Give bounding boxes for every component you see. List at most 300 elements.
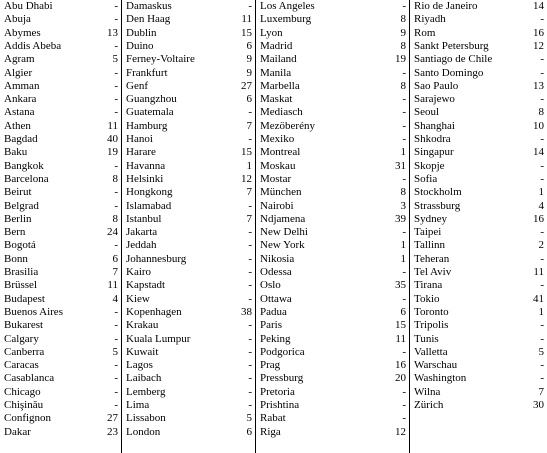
city-value: 6	[400, 305, 406, 318]
table-row	[410, 306, 547, 319]
city-value: 6	[112, 252, 118, 265]
city-value: -	[114, 239, 118, 252]
city-name: Tel Aviv	[414, 266, 452, 278]
city-name: Toronto	[414, 305, 449, 318]
table-row	[410, 146, 547, 159]
city-name: Wilna	[414, 385, 441, 398]
city-name: Bukarest	[4, 319, 44, 332]
city-name: Zürich	[414, 399, 444, 411]
table-row	[410, 346, 547, 359]
city-name: Sydney	[414, 212, 447, 225]
city-value: 9	[400, 26, 406, 39]
city-value: -	[402, 412, 406, 425]
city-name: Rom	[414, 26, 436, 39]
city-value: 8	[112, 172, 118, 185]
table-row	[122, 412, 255, 425]
city-value: 13	[107, 26, 118, 39]
city-value: -	[402, 399, 406, 411]
city-name: Caracas	[4, 359, 39, 372]
city-value: 11	[533, 266, 544, 278]
table-row	[256, 120, 409, 133]
table-row	[256, 40, 409, 53]
table-row	[256, 80, 409, 93]
city-value: -	[402, 119, 406, 132]
table-row	[410, 399, 547, 412]
city-value: 7	[246, 212, 252, 225]
city-name: Nikosia	[260, 252, 295, 265]
table-row	[410, 319, 547, 332]
city-name: Belgrad	[4, 199, 39, 212]
city-name: Peking	[260, 332, 291, 345]
table-row	[410, 372, 547, 385]
table-row	[122, 186, 255, 199]
column-divider	[409, 0, 410, 453]
city-value: 40	[107, 133, 118, 145]
table-row	[0, 372, 121, 385]
city-value: -	[248, 266, 252, 278]
city-name: Lima	[126, 399, 150, 411]
table-row	[256, 279, 409, 292]
city-value: -	[402, 93, 406, 106]
table-row	[0, 67, 121, 80]
city-name: Dakar	[4, 425, 31, 438]
city-value: -	[402, 133, 406, 145]
city-name: Kopenhagen	[126, 305, 182, 318]
city-name: Kapstadt	[126, 279, 166, 292]
city-name: Hongkong	[126, 186, 173, 199]
city-name: Tokio	[414, 292, 440, 305]
city-value: 12	[533, 39, 544, 52]
city-value: 9	[246, 53, 252, 66]
table-row	[122, 266, 255, 279]
city-name: New Delhi	[260, 226, 308, 239]
city-name: Mezöberény	[260, 119, 315, 132]
table-row	[0, 200, 121, 213]
table-row	[122, 106, 255, 119]
city-value: -	[114, 159, 118, 172]
table-column	[122, 0, 255, 453]
table-row	[256, 133, 409, 146]
table-row	[122, 386, 255, 399]
city-value: 31	[395, 159, 406, 172]
city-name: Marbella	[260, 79, 300, 92]
city-value: -	[402, 385, 406, 398]
city-name: Mostar	[260, 172, 292, 185]
city-name: Casablanca	[4, 372, 55, 385]
city-value: -	[114, 13, 118, 26]
table-row	[0, 226, 121, 239]
table-row	[0, 13, 121, 26]
table-row	[410, 173, 547, 186]
city-value: -	[540, 226, 544, 239]
table-row	[0, 253, 121, 266]
city-name: Hanoi	[126, 133, 153, 145]
city-name: Santo Domingo	[414, 66, 484, 79]
table-row	[256, 426, 409, 439]
city-value: 1	[400, 252, 406, 265]
city-value: -	[540, 332, 544, 345]
table-row	[0, 133, 121, 146]
city-value: 7	[538, 385, 544, 398]
city-value: -	[248, 199, 252, 212]
city-value: 16	[533, 26, 544, 39]
table-row	[410, 266, 547, 279]
city-value: 35	[395, 279, 406, 292]
table-row	[122, 200, 255, 213]
city-value: 23	[107, 425, 118, 438]
table-row	[410, 13, 547, 26]
table-row	[122, 93, 255, 106]
table-column	[0, 0, 121, 453]
city-value: -	[248, 279, 252, 292]
table-row	[122, 319, 255, 332]
table-row	[256, 399, 409, 412]
table-row	[256, 213, 409, 226]
city-name: Duino	[126, 39, 154, 52]
table-row	[410, 120, 547, 133]
table-row	[256, 27, 409, 40]
table-row	[122, 333, 255, 346]
city-value: 5	[246, 412, 252, 425]
table-row	[122, 0, 255, 13]
city-name: Oslo	[260, 279, 281, 292]
city-value: -	[114, 319, 118, 332]
city-value: 24	[107, 226, 118, 239]
city-name: Brüssel	[4, 279, 37, 292]
table-row	[410, 226, 547, 239]
city-name: Strassburg	[414, 199, 461, 212]
city-value: -	[540, 172, 544, 185]
city-name: Helsinki	[126, 172, 164, 185]
table-row	[122, 293, 255, 306]
city-name: Odessa	[260, 266, 292, 278]
table-row	[256, 200, 409, 213]
city-value: 8	[112, 212, 118, 225]
table-row	[256, 306, 409, 319]
table-row	[0, 40, 121, 53]
city-name: Bangkok	[4, 159, 44, 172]
city-name: Johannesburg	[126, 252, 187, 265]
city-name: Skopje	[414, 159, 445, 172]
city-value: -	[248, 345, 252, 358]
city-value: 7	[246, 119, 252, 132]
table-row	[410, 186, 547, 199]
city-value: 38	[241, 305, 252, 318]
city-value: 6	[246, 425, 252, 438]
city-value: -	[402, 345, 406, 358]
table-row	[256, 293, 409, 306]
city-name: Valletta	[414, 345, 448, 358]
table-row	[410, 239, 547, 252]
city-value: -	[540, 279, 544, 292]
table-row	[0, 106, 121, 119]
table-row	[256, 319, 409, 332]
city-value: 7	[246, 186, 252, 199]
city-name: Ankara	[4, 93, 37, 106]
table-row	[410, 293, 547, 306]
city-name: Astana	[4, 106, 35, 119]
table-row	[0, 386, 121, 399]
city-name: Pressburg	[260, 372, 304, 385]
city-value: 1	[400, 146, 406, 159]
city-name: Lagos	[126, 359, 153, 372]
city-name: Sankt Petersburg	[414, 39, 489, 52]
table-row	[122, 27, 255, 40]
city-name: Seoul	[414, 106, 440, 119]
city-value: -	[114, 186, 118, 199]
city-name: Brasilia	[4, 266, 39, 278]
table-row	[0, 186, 121, 199]
city-name: Pretoria	[260, 385, 295, 398]
table-row	[410, 67, 547, 80]
table-row	[122, 173, 255, 186]
table-row	[256, 333, 409, 346]
table-row	[256, 160, 409, 173]
city-value: 8	[538, 106, 544, 119]
city-name: Athen	[4, 119, 31, 132]
table-row	[122, 253, 255, 266]
table-row	[256, 266, 409, 279]
city-value: -	[540, 66, 544, 79]
city-value: 11	[241, 13, 252, 26]
table-row	[0, 213, 121, 226]
city-name: Canberra	[4, 345, 45, 358]
city-value: -	[248, 133, 252, 145]
city-value: 1	[400, 239, 406, 252]
table-row	[122, 13, 255, 26]
city-value: 12	[395, 425, 406, 438]
city-name: London	[126, 425, 161, 438]
city-value: 16	[533, 212, 544, 225]
city-name: New York	[260, 239, 305, 252]
city-name: Havanna	[126, 159, 166, 172]
column-divider	[255, 0, 256, 453]
table-row	[256, 0, 409, 13]
city-value: 4	[538, 199, 544, 212]
city-name: Shkodra	[414, 133, 451, 145]
table-column	[256, 0, 409, 453]
table-row	[256, 186, 409, 199]
city-name: Teheran	[414, 252, 450, 265]
city-name: Santiago de Chile	[414, 53, 493, 66]
table-row	[122, 306, 255, 319]
city-name: Paris	[260, 319, 282, 332]
table-row	[256, 412, 409, 425]
table-row	[122, 359, 255, 372]
table-row	[256, 13, 409, 26]
table-row	[0, 346, 121, 359]
table-row	[410, 40, 547, 53]
city-name: Chişinău	[4, 399, 44, 411]
city-name: Bagdad	[4, 133, 38, 145]
table-row	[0, 93, 121, 106]
city-value: -	[248, 319, 252, 332]
city-value: -	[402, 66, 406, 79]
city-name: Hamburg	[126, 119, 168, 132]
city-name: Islamabad	[126, 199, 172, 212]
city-value: 8	[400, 39, 406, 52]
table-row	[122, 40, 255, 53]
city-value: -	[114, 0, 118, 12]
city-name: Madrid	[260, 39, 293, 52]
table-row	[0, 27, 121, 40]
city-value: 8	[400, 186, 406, 199]
city-name: Tallinn	[414, 239, 446, 252]
city-name: Baku	[4, 146, 28, 159]
city-value: -	[402, 292, 406, 305]
city-name: Sao Paulo	[414, 79, 459, 92]
city-name: Buenos Aires	[4, 305, 63, 318]
city-name: Genf	[126, 79, 148, 92]
city-value: 12	[241, 172, 252, 185]
city-name: Harare	[126, 146, 156, 159]
city-value: 15	[241, 26, 252, 39]
table-row	[0, 0, 121, 13]
city-value: 15	[395, 319, 406, 332]
city-name: Guangzhou	[126, 93, 177, 106]
table-row	[0, 53, 121, 66]
table-row	[0, 412, 121, 425]
city-value: -	[540, 359, 544, 372]
city-name: Kuala Lumpur	[126, 332, 191, 345]
city-name: Lyon	[260, 26, 283, 39]
city-value: -	[248, 359, 252, 372]
table-row	[122, 160, 255, 173]
city-name: Istanbul	[126, 212, 162, 225]
city-name: Barcelona	[4, 172, 49, 185]
city-value: 6	[246, 39, 252, 52]
city-value: -	[402, 172, 406, 185]
city-name: Tunis	[414, 332, 439, 345]
city-value: 15	[241, 146, 252, 159]
city-value: -	[402, 106, 406, 119]
city-name: Mexiko	[260, 133, 295, 145]
city-name: Jakarta	[126, 226, 158, 239]
city-name: Algier	[4, 66, 33, 79]
city-name: Abu Dhabi	[4, 0, 53, 12]
city-value: 1	[538, 305, 544, 318]
city-value: 1	[246, 159, 252, 172]
table-row	[0, 359, 121, 372]
table-row	[410, 80, 547, 93]
city-value: -	[402, 226, 406, 239]
table-row	[410, 279, 547, 292]
city-name: Padua	[260, 305, 287, 318]
city-value: 8	[400, 13, 406, 26]
table-row	[410, 213, 547, 226]
city-value: 19	[395, 53, 406, 66]
city-value: 27	[241, 79, 252, 92]
city-name: Ottawa	[260, 292, 292, 305]
table-row	[256, 106, 409, 119]
city-value: 16	[395, 359, 406, 372]
city-value: 8	[400, 79, 406, 92]
city-name: Shanghai	[414, 119, 455, 132]
city-value: -	[114, 359, 118, 372]
city-value: 5	[112, 53, 118, 66]
table-row	[410, 200, 547, 213]
city-value: 41	[533, 292, 544, 305]
city-value: 20	[395, 372, 406, 385]
table-row	[0, 426, 121, 439]
city-name: Moskau	[260, 159, 296, 172]
city-value: -	[248, 106, 252, 119]
table-row	[410, 106, 547, 119]
city-value: 11	[107, 119, 118, 132]
city-name: Ndjamena	[260, 212, 306, 225]
city-value: -	[114, 93, 118, 106]
table-row	[0, 120, 121, 133]
city-name: Sarajewo	[414, 93, 455, 106]
table-row	[256, 93, 409, 106]
city-name: Tripolis	[414, 319, 449, 332]
city-name: Amman	[4, 79, 40, 92]
city-name: München	[260, 186, 302, 199]
city-name: Prishtina	[260, 399, 300, 411]
city-name: Laibach	[126, 372, 162, 385]
table-row	[410, 160, 547, 173]
table-row	[410, 133, 547, 146]
table-column	[410, 0, 547, 453]
table-row	[122, 279, 255, 292]
city-name: Mailand	[260, 53, 297, 66]
table-row	[0, 80, 121, 93]
city-value: -	[248, 226, 252, 239]
table-row	[0, 146, 121, 159]
city-value: -	[540, 53, 544, 66]
city-name: Luxemburg	[260, 13, 312, 26]
city-value: -	[540, 93, 544, 106]
table-row	[122, 239, 255, 252]
city-value: 30	[533, 399, 544, 411]
city-name: Calgary	[4, 332, 39, 345]
city-value: 39	[395, 212, 406, 225]
city-name: Riyadh	[414, 13, 446, 26]
table-row	[0, 399, 121, 412]
city-name: Rabat	[260, 412, 286, 425]
city-name: Bern	[4, 226, 26, 239]
table-row	[256, 173, 409, 186]
city-name: Nairobi	[260, 199, 294, 212]
city-value: 7	[112, 266, 118, 278]
city-name: Lissabon	[126, 412, 166, 425]
table-row	[256, 67, 409, 80]
city-value: -	[248, 292, 252, 305]
table-row	[410, 93, 547, 106]
city-name: Ferney-Voltaire	[126, 53, 195, 66]
city-name: Kiew	[126, 292, 150, 305]
city-name: Riga	[260, 425, 281, 438]
city-name: Podgorica	[260, 345, 305, 358]
city-value: -	[540, 159, 544, 172]
city-value: -	[540, 133, 544, 145]
table-row	[122, 120, 255, 133]
table-row	[256, 372, 409, 385]
city-value: 5	[538, 345, 544, 358]
city-name: Tirana	[414, 279, 443, 292]
city-value: -	[114, 66, 118, 79]
city-name: Confignon	[4, 412, 52, 425]
city-value: -	[114, 79, 118, 92]
table-row	[256, 253, 409, 266]
table-row	[122, 67, 255, 80]
city-value: -	[114, 399, 118, 411]
city-value: -	[540, 319, 544, 332]
city-name: Berlin	[4, 212, 32, 225]
city-value: -	[114, 305, 118, 318]
city-value: 5	[112, 345, 118, 358]
city-name: Warschau	[414, 359, 458, 372]
